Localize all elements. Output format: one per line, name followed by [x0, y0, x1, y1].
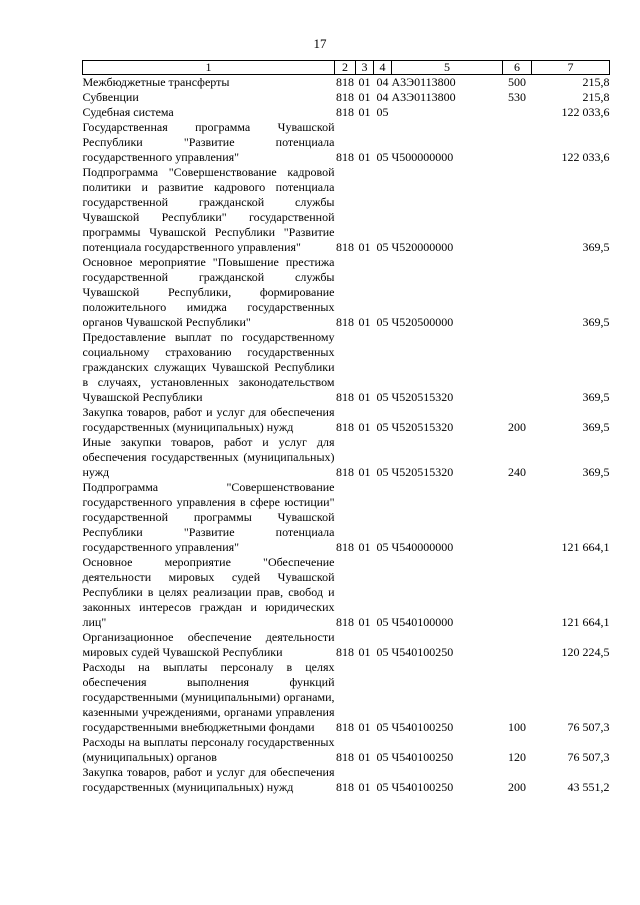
- expense-type-code: [503, 105, 532, 120]
- target-article-code: Ч540000000: [391, 540, 454, 554]
- column-header: 2: [335, 61, 356, 75]
- row-name: Закупка товаров, работ и услуг для обеспечения государственных (муниципальных) нужд: [82, 765, 335, 794]
- subsection-code: 05: [376, 240, 389, 254]
- subsection-code: 05: [376, 720, 389, 734]
- subsection-code: 05: [376, 780, 389, 794]
- section-code: 01: [358, 720, 371, 734]
- amount: 121 664,1: [561, 540, 610, 554]
- ministry-code: 818: [336, 645, 354, 659]
- table-row: [83, 75, 610, 91]
- column-header: 4: [374, 61, 392, 75]
- target-article-code: Ч520000000: [391, 240, 454, 254]
- subsection-code: 04: [376, 75, 389, 89]
- column-header: 7: [532, 61, 610, 75]
- ministry-code: 818: [336, 750, 354, 764]
- ministry-code: 818: [336, 105, 354, 119]
- section-code: 01: [358, 465, 371, 479]
- table-row: [83, 480, 610, 555]
- row-name: Основное мероприятие "Повышение престижа государственной гражданской службы Чувашской Республики, формирование положительного имиджа государственных органов Чувашской Республики": [82, 255, 335, 329]
- ministry-code: 818: [336, 720, 354, 734]
- target-article-code: Ч520515320: [391, 390, 454, 404]
- row-name: Судебная система: [82, 105, 174, 119]
- amount: 215,8: [582, 90, 610, 104]
- target-article-code: Ч540100250: [391, 645, 454, 659]
- expense-type-code: [503, 630, 532, 660]
- section-code: 01: [358, 75, 371, 89]
- expense-type-code: [503, 255, 532, 330]
- expense-type-code: 100: [508, 720, 526, 734]
- table-row: [83, 330, 610, 405]
- row-name: Подпрограмма "Совершенствование государственного управления в сфере юстиции" государственной программы Чувашской Республики "Развитие потенциала государственного управления": [82, 480, 335, 554]
- row-name: Расходы на выплаты персоналу в целях обеспечения выполнения функций государственными (муниципальными) органами, казенными учреждениями, органами управления государственными внебюджетными фондами: [82, 660, 335, 734]
- table-row: [83, 255, 610, 330]
- subsection-code: 05: [376, 105, 389, 119]
- table-row: [83, 555, 610, 630]
- table-row: [83, 765, 610, 795]
- target-article-code: А3Э0113800: [391, 90, 456, 104]
- section-code: 01: [358, 780, 371, 794]
- column-header: 3: [356, 61, 374, 75]
- subsection-code: 05: [376, 390, 389, 404]
- target-article-code: Ч540100250: [391, 720, 454, 734]
- target-article-code: Ч540100250: [391, 750, 454, 764]
- expense-type-code: 120: [508, 750, 526, 764]
- ministry-code: 818: [336, 390, 354, 404]
- expense-type-code: [503, 120, 532, 165]
- expense-type-code: 530: [508, 90, 526, 104]
- row-name: Предоставление выплат по государственному социальному страхованию государственных гражданских служащих Чувашской Республики в случаях, установленных законодательством Чувашской Республики: [82, 330, 335, 404]
- table-row: [83, 735, 610, 765]
- section-code: 01: [358, 105, 371, 119]
- expense-type-code: 200: [508, 780, 526, 794]
- amount: 369,5: [582, 240, 610, 254]
- section-code: 01: [358, 315, 371, 329]
- subsection-code: 05: [376, 315, 389, 329]
- table-row: [83, 630, 610, 660]
- page-number: 17: [313, 36, 327, 51]
- expense-type-code: [503, 555, 532, 630]
- ministry-code: 818: [336, 75, 354, 89]
- row-name: Субвенции: [82, 90, 139, 104]
- row-name: Государственная программа Чувашской Республики "Развитие потенциала государственного управления": [82, 120, 335, 164]
- target-article-code: Ч540100250: [391, 780, 454, 794]
- section-code: 01: [358, 420, 371, 434]
- table-row: [83, 90, 610, 105]
- section-code: 01: [358, 540, 371, 554]
- subsection-code: 05: [376, 615, 389, 629]
- ministry-code: 818: [336, 315, 354, 329]
- table-row: [83, 405, 610, 435]
- amount: 369,5: [582, 390, 610, 404]
- target-article-code: А3Э0113800: [391, 75, 456, 89]
- section-code: 01: [358, 240, 371, 254]
- ministry-code: 818: [336, 540, 354, 554]
- row-name: Расходы на выплаты персоналу государственных (муниципальных) органов: [82, 735, 335, 764]
- subsection-code: 05: [376, 465, 389, 479]
- subsection-code: 05: [376, 150, 389, 164]
- target-article-code: Ч500000000: [391, 150, 454, 164]
- subsection-code: 05: [376, 645, 389, 659]
- amount: 122 033,6: [561, 150, 610, 164]
- ministry-code: 818: [336, 780, 354, 794]
- target-article-code: [392, 105, 503, 120]
- amount: 76 507,3: [567, 720, 610, 734]
- ministry-code: 818: [336, 240, 354, 254]
- amount: 369,5: [582, 315, 610, 329]
- amount: 121 664,1: [561, 615, 610, 629]
- column-header: 6: [503, 61, 532, 75]
- amount: 120 224,5: [561, 645, 610, 659]
- table-header-row: [83, 61, 610, 75]
- subsection-code: 05: [376, 750, 389, 764]
- expense-type-code: [503, 330, 532, 405]
- expense-type-code: 240: [508, 465, 526, 479]
- row-name: Закупка товаров, работ и услуг для обеспечения государственных (муниципальных) нужд: [82, 405, 335, 434]
- amount: 122 033,6: [561, 105, 610, 119]
- row-name: Межбюджетные трансферты: [82, 75, 230, 89]
- row-name: Подпрограмма "Совершенствование кадровой политики и развитие кадрового потенциала государственной гражданской службы Чувашской Республики" государственной программы Чувашской Республики "Развитие потенциала государственного управления": [82, 165, 335, 254]
- amount: 369,5: [582, 465, 610, 479]
- table-row: [83, 105, 610, 120]
- subsection-code: 05: [376, 540, 389, 554]
- target-article-code: Ч520515320: [391, 465, 454, 479]
- section-code: 01: [358, 615, 371, 629]
- expense-type-code: 500: [508, 75, 526, 89]
- amount: 76 507,3: [567, 750, 610, 764]
- row-name: Организационное обеспечение деятельности мировых судей Чувашской Республики: [82, 630, 335, 659]
- column-header: 1: [83, 61, 335, 75]
- table-row: [83, 120, 610, 165]
- column-header: 5: [392, 61, 503, 75]
- amount: 369,5: [582, 420, 610, 434]
- row-name: Основное мероприятие "Обеспечение деятельности мировых судей Чувашской Республики в целях реализации прав, свобод и законных интересов граждан и юридических лиц": [82, 555, 335, 629]
- expense-type-code: 200: [508, 420, 526, 434]
- expense-type-code: [503, 480, 532, 555]
- ministry-code: 818: [336, 90, 354, 104]
- subsection-code: 04: [376, 90, 389, 104]
- target-article-code: Ч520500000: [391, 315, 454, 329]
- subsection-code: 05: [376, 420, 389, 434]
- ministry-code: 818: [336, 615, 354, 629]
- table-row: [83, 435, 610, 480]
- target-article-code: Ч540100000: [391, 615, 454, 629]
- budget-table: [82, 60, 610, 795]
- section-code: 01: [358, 390, 371, 404]
- ministry-code: 818: [336, 420, 354, 434]
- ministry-code: 818: [336, 465, 354, 479]
- section-code: 01: [358, 645, 371, 659]
- row-name: Иные закупки товаров, работ и услуг для обеспечения государственных (муниципальных) нужд: [82, 435, 335, 479]
- ministry-code: 818: [336, 150, 354, 164]
- target-article-code: Ч520515320: [391, 420, 454, 434]
- table-row: [83, 660, 610, 735]
- section-code: 01: [358, 150, 371, 164]
- section-code: 01: [358, 750, 371, 764]
- amount: 215,8: [582, 75, 610, 89]
- expense-type-code: [503, 165, 532, 255]
- section-code: 01: [358, 90, 371, 104]
- amount: 43 551,2: [567, 780, 610, 794]
- table-row: [83, 165, 610, 255]
